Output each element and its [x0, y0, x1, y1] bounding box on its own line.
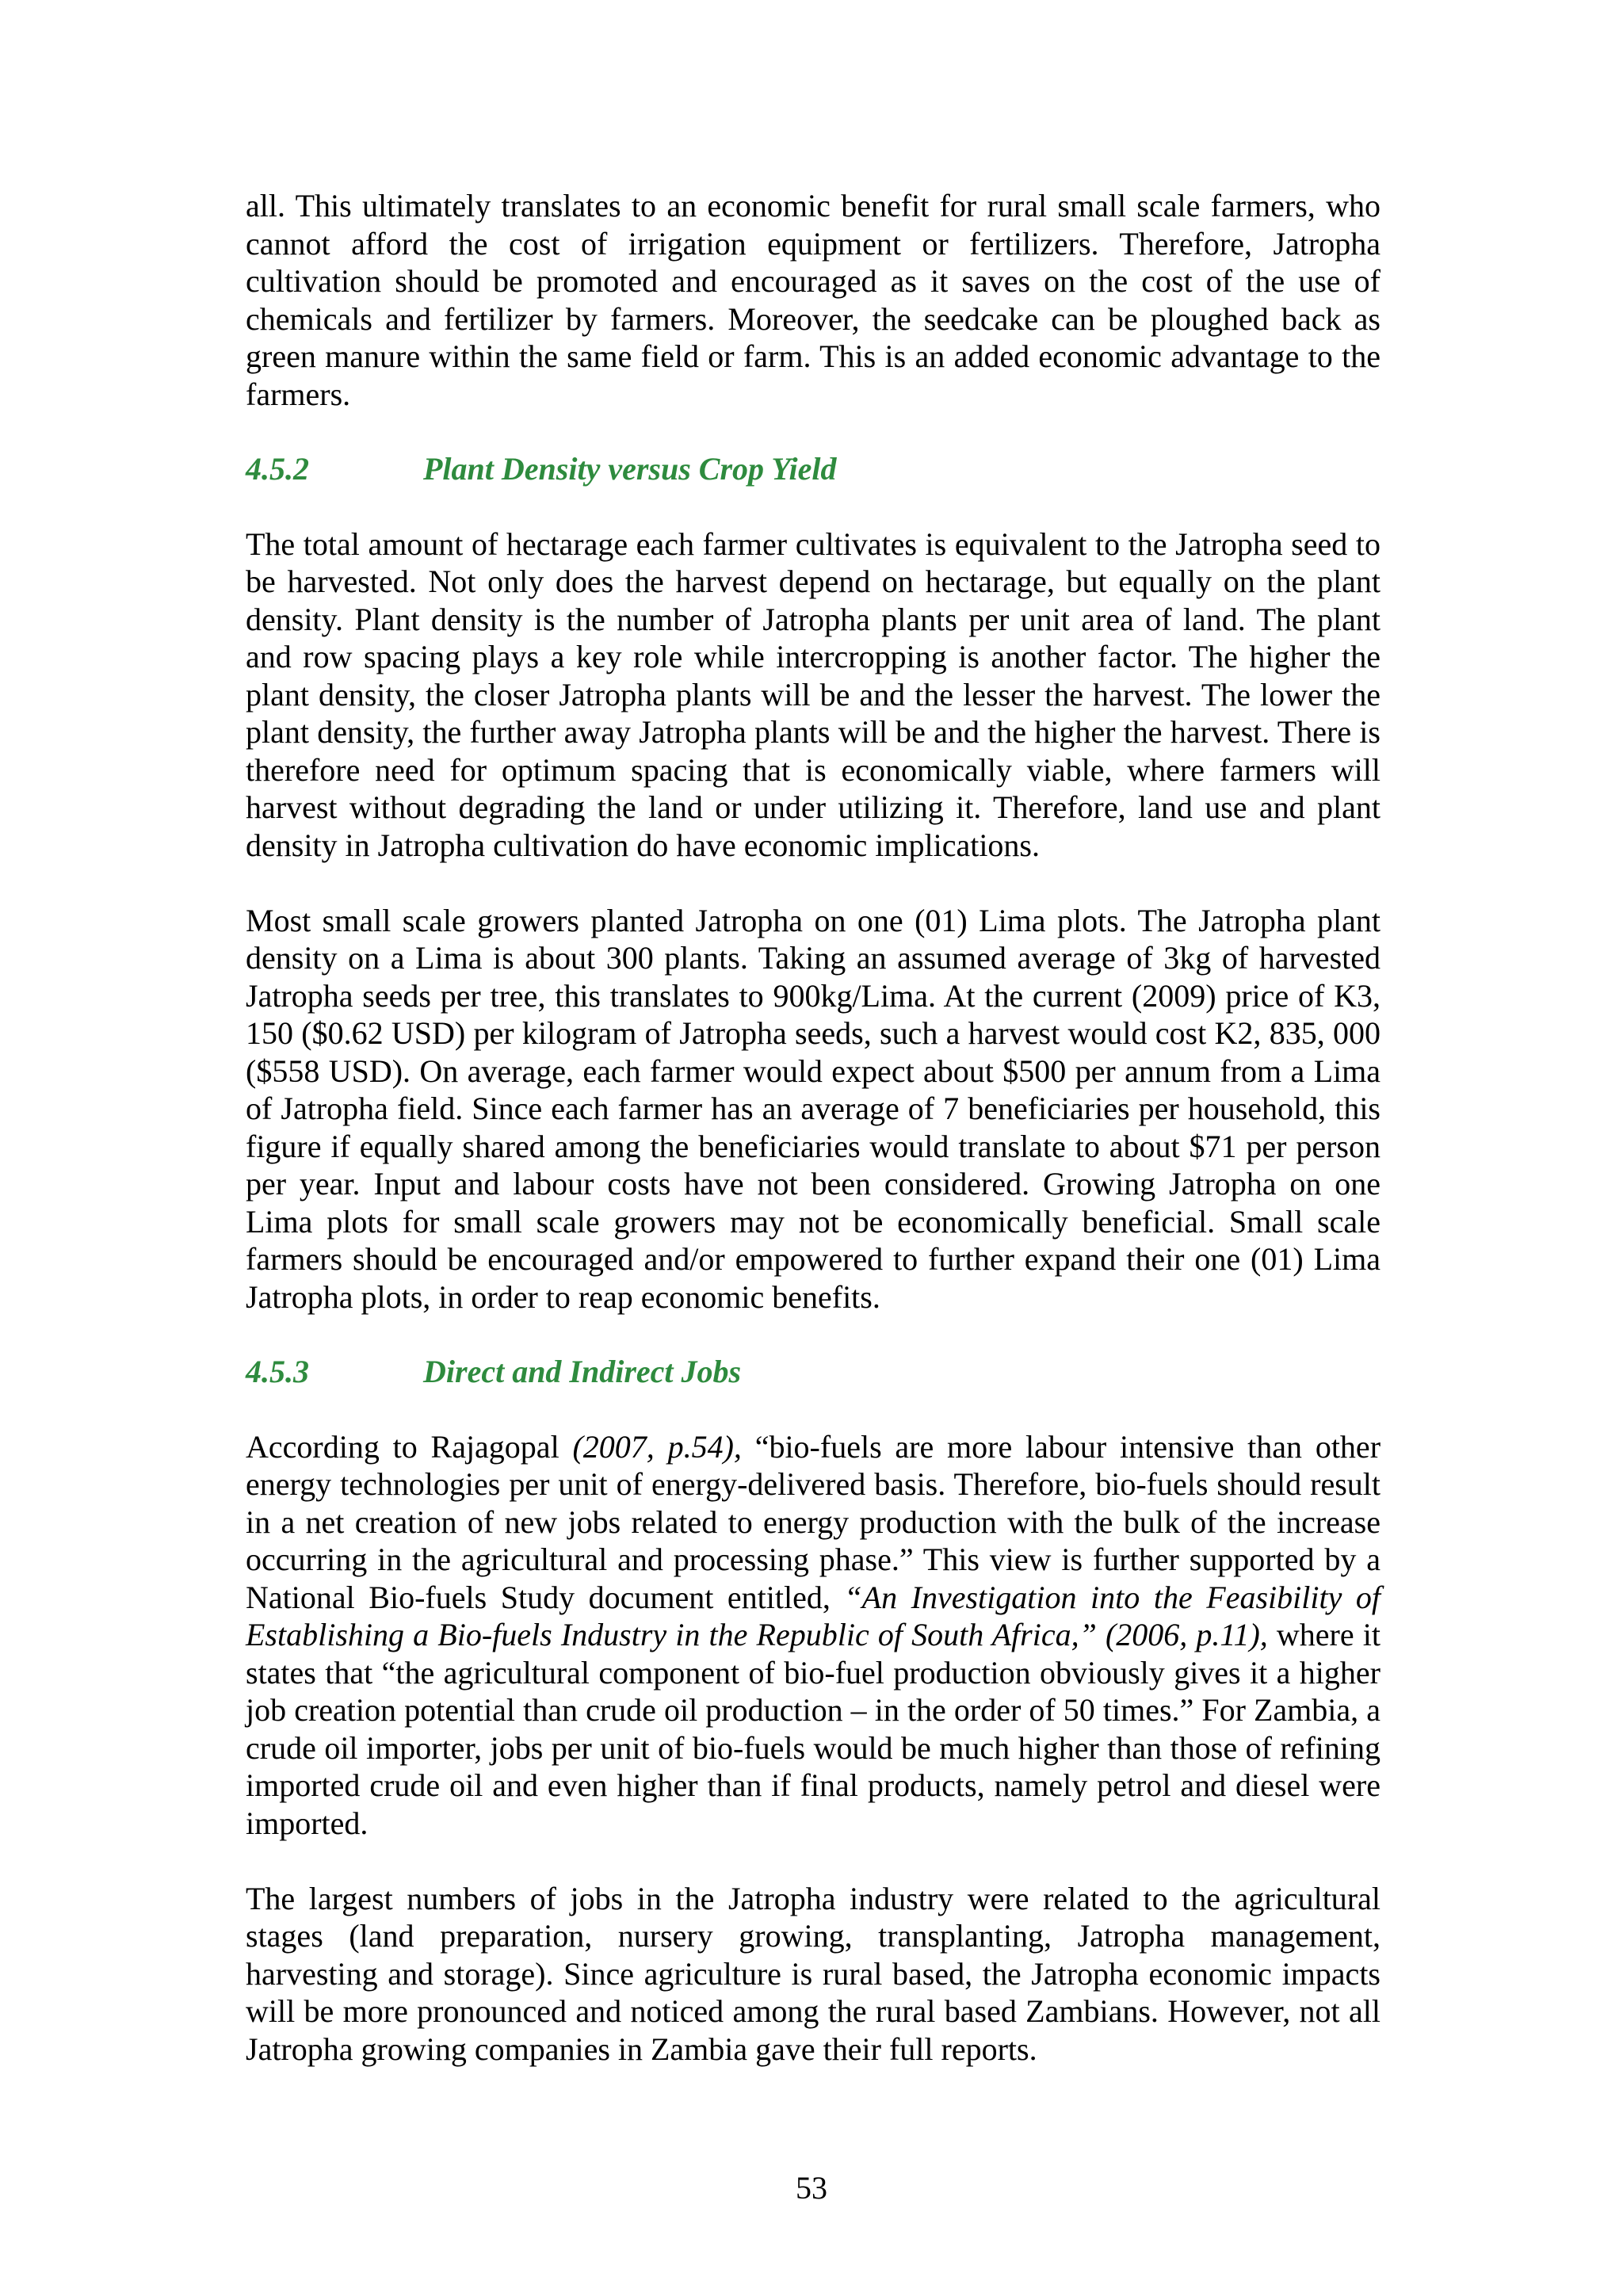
section-heading-4-5-2 — [246, 450, 1381, 488]
section-heading-4-5-3 — [246, 1353, 1381, 1391]
text-run: “bio-fuels are more labour intensive than other energy technologies per unit of energy-delivered basis. Therefore, bio-fuels should result in a net creation of new jobs related to energy production with the bulk of the increase occurring in the agricultural and processing phase.” This view is further supported by a National Bio-fuels Study document entitled, — [246, 1428, 1381, 1615]
text-run: According to Rajagopal — [246, 1428, 573, 1465]
paragraph-agricultural-jobs: The largest numbers of jobs in the Jatropha industry were related to the agricultural stages (land preparation, nursery growing, transplanting, Jatropha management, harvesting and storage). Since agriculture is rural based, the Jatropha economic impacts will be more pronounced and noticed among the rural based Zambians. However, not all Jatropha growing companies in Zambia gave their full reports. — [246, 1880, 1381, 2067]
text-run: where it states that “the agricultural component of bio-fuel production obviously gives it a higher job creation potential than crude oil production – in the order of 50 times.” For Zambia, a crude oil importer, jobs per unit of bio-fuels would be much higher than those of refining imported crude oil and even higher than if final products, namely petrol and diesel were imported. — [246, 1617, 1381, 1841]
paragraph-jobs-citation — [246, 1428, 1381, 1843]
page-body — [246, 187, 1381, 2068]
section-title: Direct and Indirect Jobs — [423, 1354, 742, 1389]
page-number: 53 — [796, 2170, 827, 2206]
citation: (2007, p.54), — [572, 1428, 742, 1465]
section-number: 4.5.2 — [246, 451, 309, 487]
document-title-citation: “An Investigation into the Feasibility of Establishing a Bio-fuels Industry in the Republic of South Africa,” (2006, p.11), — [246, 1579, 1381, 1652]
paragraph-lima-plots: Most small scale growers planted Jatropha on one (01) Lima plots. The Jatropha plant density on a Lima is about 300 plants. Taking an assumed average of 3kg of harvested Jatropha seeds per tree, this translates to 900kg/Lima. At the current (2009) price of K3, 150 ($0.62 USD) per kilogram of Jatropha seeds, such a harvest would cost K2, 835, 000 ($558 USD). On average, each farmer would expect about $500 per annum from a Lima of Jatropha field. Since each farmer has an average of 7 beneficiaries per household, this figure if equally shared among the beneficiaries would translate to about $71 per person per year. Input and labour costs have not been considered. Growing Jatropha on one Lima plots for small scale growers may not be economically beneficial. Small scale farmers should be encouraged and/or empowered to further expand their one (01) Lima Jatropha plots, in order to reap economic benefits. — [246, 902, 1381, 1315]
section-number: 4.5.3 — [246, 1354, 309, 1389]
paragraph-plant-density: The total amount of hectarage each farmer cultivates is equivalent to the Jatropha seed to be harvested. Not only does the harvest depend on hectarage, but equally on the plant density. Plant density is the number of Jatropha plants per unit area of land. The plant and row spacing plays a key role while intercropping is another factor. The higher the plant density, the closer Jatropha plants will be and the lesser the harvest. The lower the plant density, the further away Jatropha plants will be and the higher the harvest. There is therefore need for optimum spacing that is economically viable, where farmers will harvest without degrading the land or under utilizing it. Therefore, land use and plant density in Jatropha cultivation do have economic implications. — [246, 525, 1381, 863]
paragraph-intro: all. This ultimately translates to an economic benefit for rural small scale farmers, who cannot afford the cost of irrigation equipment or fertilizers. Therefore, Jatropha cultivation should be promoted and encouraged as it saves on the cost of the use of chemicals and fertilizer by farmers. Moreover, the seedcake can be ploughed back as green manure within the same field or farm. This is an added economic advantage to the farmers. — [246, 188, 1381, 412]
section-title: Plant Density versus Crop Yield — [423, 451, 837, 487]
